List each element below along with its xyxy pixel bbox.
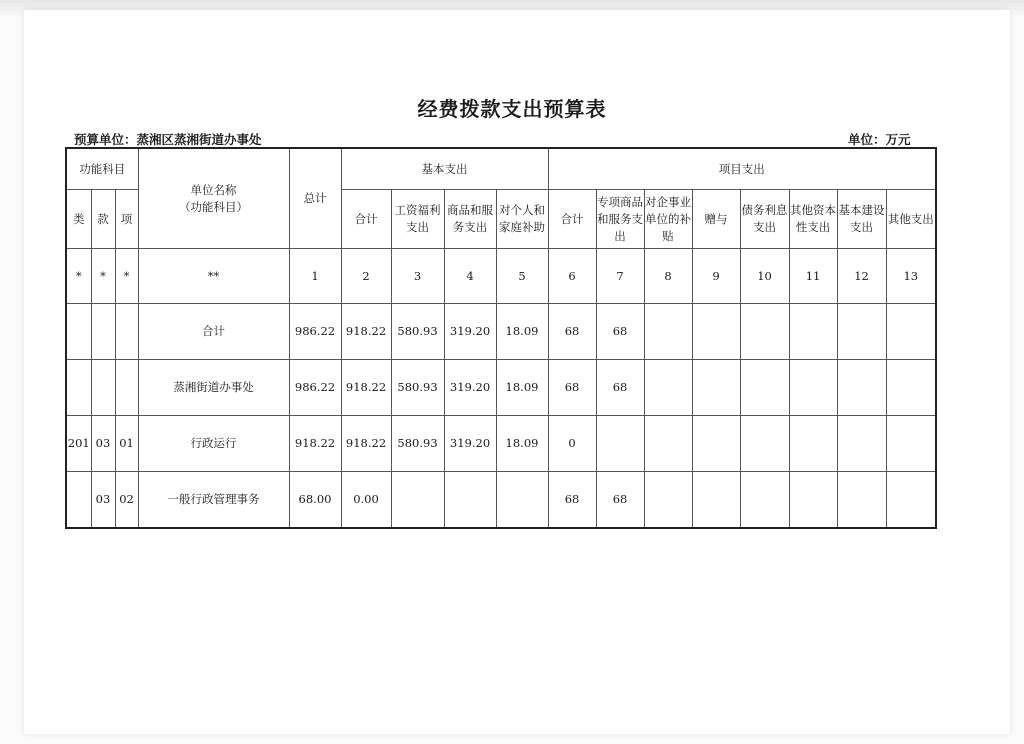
cell-project-gift bbox=[692, 416, 740, 472]
header-project-debt: 债务利息支出 bbox=[740, 190, 789, 249]
document-title: 经费拨款支出预算表 bbox=[417, 97, 607, 121]
cell-total: 986.22 bbox=[289, 360, 341, 416]
cell-project-gift bbox=[692, 304, 740, 360]
cell-project-special: 68 bbox=[596, 360, 644, 416]
cell-kuan bbox=[91, 304, 115, 360]
index-cell: * bbox=[115, 249, 138, 304]
amount-unit-label: 单位：万元 bbox=[848, 132, 911, 147]
cell-project-gift bbox=[692, 472, 740, 529]
header-project-other: 其他支出 bbox=[886, 190, 936, 249]
cell-lei bbox=[66, 304, 91, 360]
table-row bbox=[66, 360, 936, 416]
cell-kuan: 03 bbox=[91, 416, 115, 472]
cell-project-capital bbox=[789, 360, 837, 416]
cell-lei bbox=[66, 472, 91, 529]
table-row bbox=[66, 416, 936, 472]
index-cell: 11 bbox=[789, 249, 837, 304]
cell-project-other bbox=[886, 360, 936, 416]
cell-project-special: 68 bbox=[596, 472, 644, 529]
cell-project-gift bbox=[692, 360, 740, 416]
index-cell: 7 bbox=[596, 249, 644, 304]
header-unit-name-line1: 单位名称 bbox=[190, 182, 237, 197]
cell-total: 68.00 bbox=[289, 472, 341, 529]
cell-basic-goods: 319.20 bbox=[444, 360, 496, 416]
header-unit-name bbox=[138, 148, 289, 249]
index-cell: 9 bbox=[692, 249, 740, 304]
index-cell: * bbox=[91, 249, 115, 304]
cell-project-capital bbox=[789, 416, 837, 472]
cell-project-debt bbox=[740, 304, 789, 360]
index-cell: 13 bbox=[886, 249, 936, 304]
cell-project-total: 68 bbox=[548, 472, 596, 529]
cell-xiang: 01 bbox=[115, 416, 138, 472]
cell-project-construct bbox=[837, 472, 886, 529]
header-project-gift: 赠与 bbox=[692, 190, 740, 249]
table-row bbox=[66, 304, 936, 360]
header-project: 项目支出 bbox=[548, 148, 936, 190]
header-basic-subsidy: 对个人和家庭补助 bbox=[496, 190, 548, 249]
cell-basic-total: 918.22 bbox=[341, 416, 391, 472]
cell-project-other bbox=[886, 416, 936, 472]
cell-basic-wage: 580.93 bbox=[391, 360, 444, 416]
cell-basic-subsidy: 18.09 bbox=[496, 416, 548, 472]
cell-basic-total: 0.00 bbox=[341, 472, 391, 529]
cell-basic-total: 918.22 bbox=[341, 304, 391, 360]
cell-project-construct bbox=[837, 304, 886, 360]
cell-xiang: 02 bbox=[115, 472, 138, 529]
cell-basic-wage: 580.93 bbox=[391, 416, 444, 472]
index-cell: 6 bbox=[548, 249, 596, 304]
header-project-enterprise: 对企事业单位的补贴 bbox=[644, 190, 692, 249]
cell-project-construct bbox=[837, 416, 886, 472]
cell-xiang bbox=[115, 360, 138, 416]
cell-basic-wage: 580.93 bbox=[391, 304, 444, 360]
header-project-total: 合计 bbox=[548, 190, 596, 249]
header-project-construct: 基本建设支出 bbox=[837, 190, 886, 249]
cell-project-enterprise bbox=[644, 304, 692, 360]
index-cell: 10 bbox=[740, 249, 789, 304]
index-cell: 5 bbox=[496, 249, 548, 304]
cell-unit-name: 行政运行 bbox=[138, 416, 289, 472]
budget-unit-label: 预算单位：蒸湘区蒸湘街道办事处 bbox=[74, 132, 262, 147]
table-row bbox=[66, 472, 936, 529]
header-unit-name-line2: （功能科目） bbox=[179, 199, 249, 214]
index-cell: ** bbox=[138, 249, 289, 304]
cell-basic-total: 918.22 bbox=[341, 360, 391, 416]
header-row-1 bbox=[66, 148, 936, 190]
cell-project-total: 68 bbox=[548, 304, 596, 360]
budget-table bbox=[65, 147, 937, 529]
cell-unit-name: 蒸湘街道办事处 bbox=[138, 360, 289, 416]
cell-basic-wage bbox=[391, 472, 444, 529]
cell-kuan: 03 bbox=[91, 472, 115, 529]
cell-project-special bbox=[596, 416, 644, 472]
cell-basic-subsidy: 18.09 bbox=[496, 360, 548, 416]
cell-xiang bbox=[115, 304, 138, 360]
header-kuan: 款 bbox=[91, 190, 115, 249]
cell-project-total: 0 bbox=[548, 416, 596, 472]
cell-project-debt bbox=[740, 416, 789, 472]
cell-lei bbox=[66, 360, 91, 416]
index-cell: * bbox=[66, 249, 91, 304]
header-xiang: 项 bbox=[115, 190, 138, 249]
header-project-special: 专项商品和服务支出 bbox=[596, 190, 644, 249]
index-cell: 4 bbox=[444, 249, 496, 304]
cell-basic-goods: 319.20 bbox=[444, 416, 496, 472]
index-row bbox=[66, 249, 936, 304]
cell-lei: 201 bbox=[66, 416, 91, 472]
header-func-subject: 功能科目 bbox=[66, 148, 138, 190]
cell-project-enterprise bbox=[644, 472, 692, 529]
cell-total: 918.22 bbox=[289, 416, 341, 472]
cell-project-enterprise bbox=[644, 416, 692, 472]
index-cell: 2 bbox=[341, 249, 391, 304]
cell-unit-name: 合计 bbox=[138, 304, 289, 360]
index-cell: 8 bbox=[644, 249, 692, 304]
cell-project-special: 68 bbox=[596, 304, 644, 360]
index-cell: 12 bbox=[837, 249, 886, 304]
cell-total: 986.22 bbox=[289, 304, 341, 360]
cell-project-debt bbox=[740, 472, 789, 529]
cell-kuan bbox=[91, 360, 115, 416]
cell-project-capital bbox=[789, 304, 837, 360]
header-lei: 类 bbox=[66, 190, 91, 249]
cell-project-other bbox=[886, 472, 936, 529]
header-basic-goods: 商品和服务支出 bbox=[444, 190, 496, 249]
cell-basic-subsidy bbox=[496, 472, 548, 529]
cell-project-construct bbox=[837, 360, 886, 416]
header-project-capital: 其他资本性支出 bbox=[789, 190, 837, 249]
cell-basic-subsidy: 18.09 bbox=[496, 304, 548, 360]
header-basic: 基本支出 bbox=[341, 148, 548, 190]
cell-project-total: 68 bbox=[548, 360, 596, 416]
cell-unit-name: 一般行政管理事务 bbox=[138, 472, 289, 529]
cell-project-other bbox=[886, 304, 936, 360]
header-basic-total: 合计 bbox=[341, 190, 391, 249]
index-cell: 3 bbox=[391, 249, 444, 304]
header-total: 总计 bbox=[289, 148, 341, 249]
header-basic-wage: 工资福利支出 bbox=[391, 190, 444, 249]
cell-project-enterprise bbox=[644, 360, 692, 416]
cell-basic-goods: 319.20 bbox=[444, 304, 496, 360]
cell-project-debt bbox=[740, 360, 789, 416]
index-cell: 1 bbox=[289, 249, 341, 304]
cell-project-capital bbox=[789, 472, 837, 529]
cell-basic-goods bbox=[444, 472, 496, 529]
